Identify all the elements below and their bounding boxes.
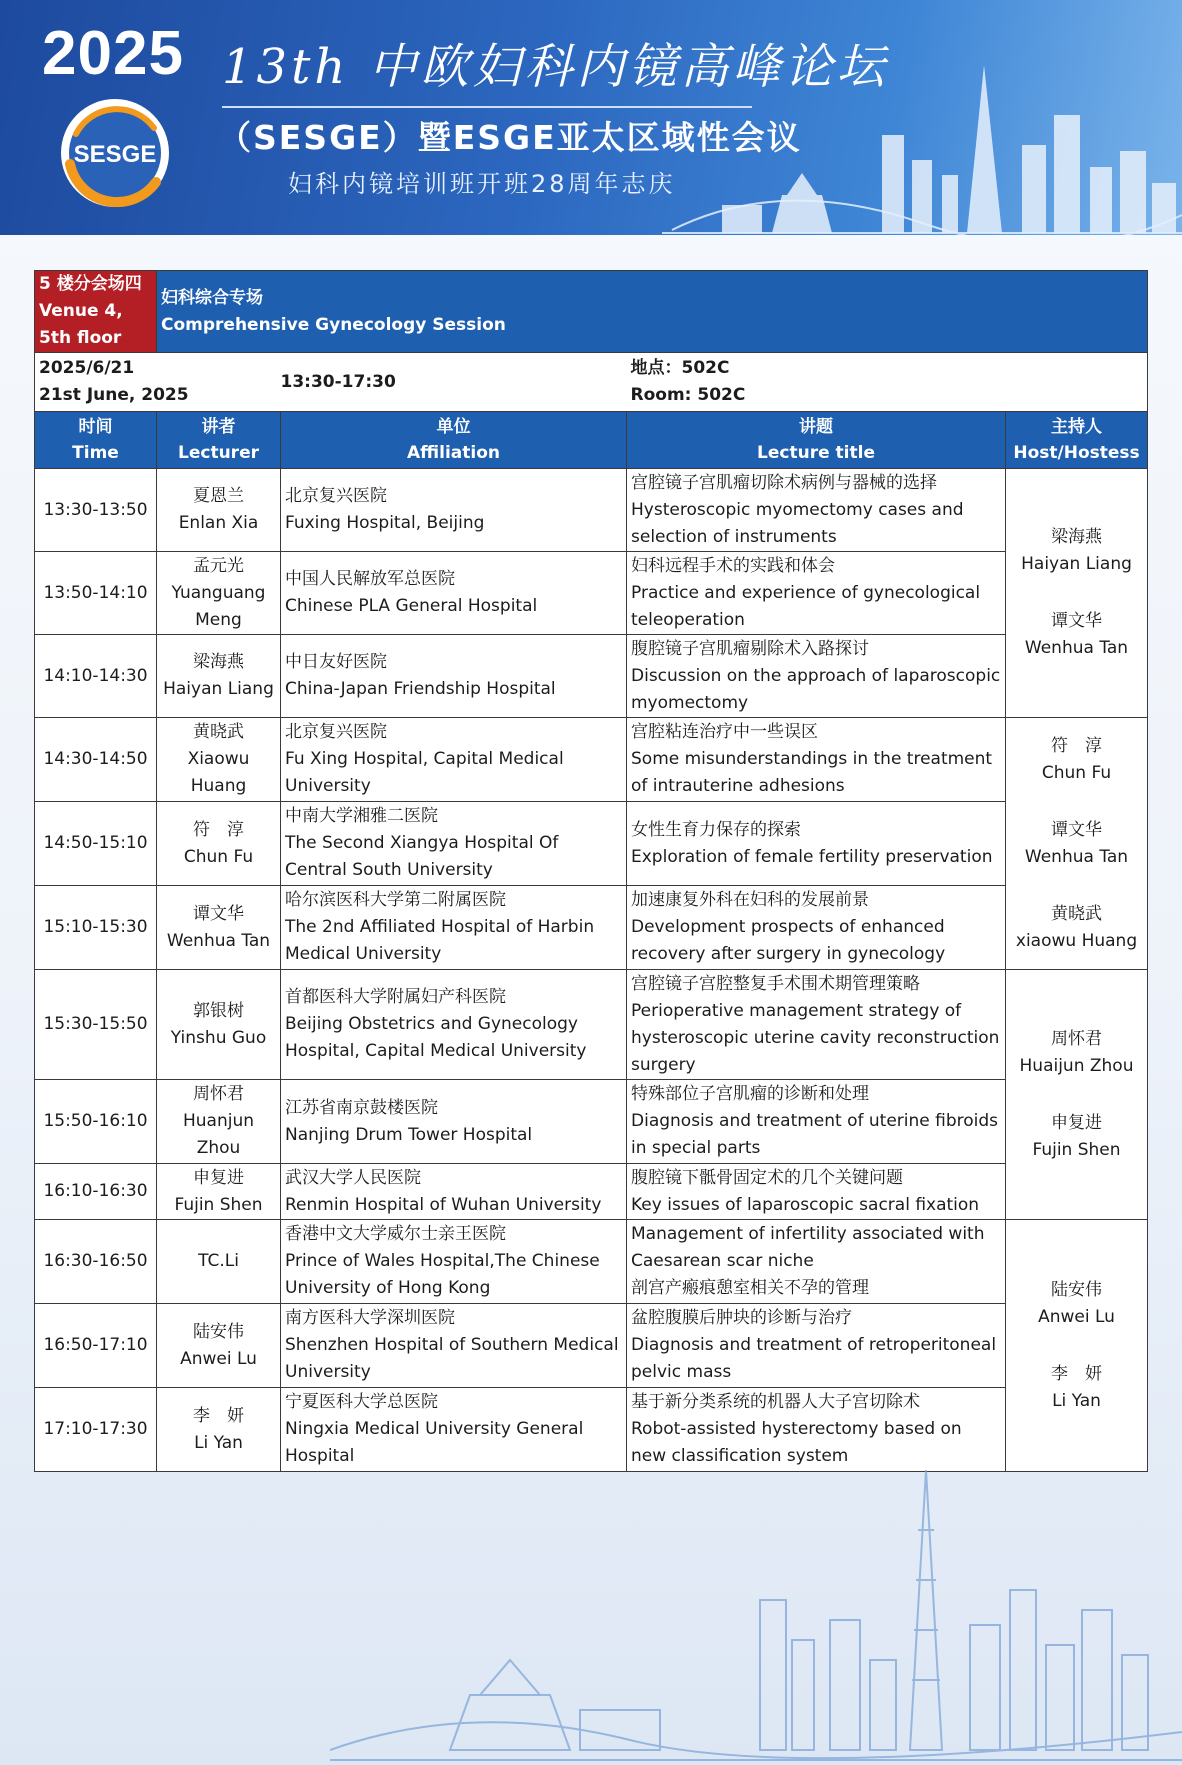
row-lecture-title: 基于新分类系统的机器人大子宫切除术 Robot-assisted hysterectomy based on new classification system [627, 1388, 1006, 1472]
header-banner [0, 0, 1182, 235]
row-lecturer: 符 淳 Chun Fu [157, 802, 281, 886]
row-lecturer: 黄晓武 Xiaowu Huang [157, 718, 281, 802]
session-time: 13:30-17:30 [281, 353, 627, 412]
row-affiliation: 中国人民解放军总医院 Chinese PLA General Hospital [281, 552, 627, 635]
host-group-3: 周怀君 Huaijun Zhou 申复进 Fujin Shen [1006, 970, 1148, 1220]
row-affiliation: 武汉大学人民医院 Renmin Hospital of Wuhan University [281, 1164, 627, 1220]
forum-title: 13th 中欧妇科内镜高峰论坛 [222, 39, 889, 95]
session-info-row [35, 353, 1148, 412]
row-affiliation: 首都医科大学附属妇产科医院 Beijing Obstetrics and Gynecology Hospital, Capital Medical University [281, 970, 627, 1080]
row-affiliation: 江苏省南京鼓楼医院 Nanjing Drum Tower Hospital [281, 1080, 627, 1164]
forum-anniversary: 妇科内镜培训班开班28周年志庆 [288, 170, 676, 198]
row-time: 17:10-17:30 [35, 1388, 157, 1472]
row-affiliation: 哈尔滨医科大学第二附属医院 The 2nd Affiliated Hospital of Harbin Medical University [281, 886, 627, 970]
session-name [157, 271, 1148, 353]
table-row [35, 802, 1148, 886]
row-lecturer: 夏恩兰 Enlan Xia [157, 469, 281, 552]
row-time: 14:30-14:50 [35, 718, 157, 802]
row-time: 14:50-15:10 [35, 802, 157, 886]
table-row [35, 552, 1148, 635]
table-row [35, 1388, 1148, 1472]
row-time: 16:10-16:30 [35, 1164, 157, 1220]
table-row [35, 886, 1148, 970]
row-lecture-title: 腹腔镜下骶骨固定术的几个关键问题 Key issues of laparoscopic sacral fixation [627, 1164, 1006, 1220]
row-affiliation: 中日友好医院 China-Japan Friendship Hospital [281, 635, 627, 718]
row-lecturer: 李 妍 Li Yan [157, 1388, 281, 1472]
table-row [35, 635, 1148, 718]
host-group-1: 梁海燕 Haiyan Liang 谭文华 Wenhua Tan [1006, 469, 1148, 718]
forum-subtitle: （SESGE）暨ESGE亚太区域性会议 [218, 118, 802, 157]
session-cn: 妇科综合专场 [161, 287, 263, 308]
event-year: 2025 [42, 19, 184, 88]
room-cn: 地点：502C [630, 358, 730, 378]
date-numeric: 2025/6/21 [39, 358, 135, 378]
venue-cn: 5 楼分会场四 [39, 274, 142, 294]
row-lecturer: 谭文华 Wenhua Tan [157, 886, 281, 970]
row-time: 15:10-15:30 [35, 886, 157, 970]
host-group-2: 符 淳 Chun Fu 谭文华 Wenhua Tan 黄晓武 xiaowu Huang [1006, 718, 1148, 970]
venue-label [35, 271, 157, 353]
row-affiliation: 北京复兴医院 Fu Xing Hospital, Capital Medical University [281, 718, 627, 802]
host-group-4: 陆安伟 Anwei Lu 李 妍 Li Yan [1006, 1220, 1148, 1472]
row-affiliation: 南方医科大学深圳医院 Shenzhen Hospital of Southern Medical University [281, 1304, 627, 1388]
session-en: Comprehensive Gynecology Session [161, 314, 506, 335]
session-schedule-table [34, 270, 1148, 1472]
table-row [35, 718, 1148, 802]
table-row [35, 1080, 1148, 1164]
row-affiliation: 香港中文大学威尔士亲王医院 Prince of Wales Hospital,The Chinese University of Hong Kong [281, 1220, 627, 1304]
row-time: 16:50-17:10 [35, 1304, 157, 1388]
row-lecture-title: 宫腔镜子宫肌瘤切除术病例与器械的选择 Hysteroscopic myomectomy cases and selection of instruments [627, 469, 1006, 552]
session-date [35, 353, 281, 412]
row-lecture-title: 宫腔粘连治疗中一些误区 Some misunderstandings in the treatment of intrauterine adhesions [627, 718, 1006, 802]
row-lecturer: 孟元光 Yuanguang Meng [157, 552, 281, 635]
row-time: 13:50-14:10 [35, 552, 157, 635]
row-lecture-title: 腹腔镜子宫肌瘤剔除术入路探讨 Discussion on the approach of laparoscopic myomectomy [627, 635, 1006, 718]
table-row [35, 970, 1148, 1080]
row-time: 14:10-14:30 [35, 635, 157, 718]
row-affiliation: 宁夏医科大学总医院 Ningxia Medical University General Hospital [281, 1388, 627, 1472]
column-header-row [35, 412, 1148, 469]
session-title-row [35, 271, 1148, 353]
session-room [627, 353, 1148, 412]
col-lecture-title: 讲题 Lecture title [627, 412, 1006, 469]
row-lecture-title: 盆腔腹膜后肿块的诊断与治疗 Diagnosis and treatment of retroperitoneal pelvic mass [627, 1304, 1006, 1388]
row-time: 16:30-16:50 [35, 1220, 157, 1304]
table-row [35, 469, 1148, 552]
col-lecturer: 讲者 Lecturer [157, 412, 281, 469]
row-time: 15:30-15:50 [35, 970, 157, 1080]
table-row [35, 1164, 1148, 1220]
row-time: 15:50-16:10 [35, 1080, 157, 1164]
date-text: 21st June, 2025 [39, 385, 189, 405]
row-affiliation: 中南大学湘雅二医院 The Second Xiangya Hospital Of Central South University [281, 802, 627, 886]
city-skyline-illustration [662, 55, 1182, 235]
table-row [35, 1220, 1148, 1304]
row-lecture-title: 加速康复外科在妇科的发展前景 Development prospects of enhanced recovery after surgery in gynecology [627, 886, 1006, 970]
row-lecture-title: 宫腔镜子宫腔整复手术围术期管理策略 Perioperative management strategy of hysteroscopic uterine cavity reconstruction surgery [627, 970, 1006, 1080]
row-lecturer: 梁海燕 Haiyan Liang [157, 635, 281, 718]
row-lecturer: 申复进 Fujin Shen [157, 1164, 281, 1220]
room-en: Room: 502C [630, 385, 746, 405]
venue-en: Venue 4, 5th floor [39, 301, 123, 348]
row-lecture-title: 特殊部位子宫肌瘤的诊断和处理 Diagnosis and treatment of uterine fibroids in special parts [627, 1080, 1006, 1164]
col-affiliation: 单位 Affiliation [281, 412, 627, 469]
row-lecture-title: 妇科远程手术的实践和体会 Practice and experience of gynecological teleoperation [627, 552, 1006, 635]
row-time: 13:30-13:50 [35, 469, 157, 552]
sesge-logo [56, 94, 174, 212]
bottom-skyline-illustration [330, 1470, 1182, 1765]
row-lecturer: 周怀君 Huanjun Zhou [157, 1080, 281, 1164]
col-time: 时间 Time [35, 412, 157, 469]
table-row [35, 1304, 1148, 1388]
row-affiliation: 北京复兴医院 Fuxing Hospital, Beijing [281, 469, 627, 552]
row-lecture-title: 女性生育力保存的探索 Exploration of female fertility preservation [627, 802, 1006, 886]
row-lecturer: TC.Li [157, 1220, 281, 1304]
col-host: 主持人 Host/Hostess [1006, 412, 1148, 469]
row-lecture-title: Management of infertility associated with Caesarean scar niche 剖宫产瘢痕憩室相关不孕的管理 [627, 1220, 1006, 1304]
row-lecturer: 陆安伟 Anwei Lu [157, 1304, 281, 1388]
logo-text: SESGE [73, 141, 157, 168]
row-lecturer: 郭银树 Yinshu Guo [157, 970, 281, 1080]
